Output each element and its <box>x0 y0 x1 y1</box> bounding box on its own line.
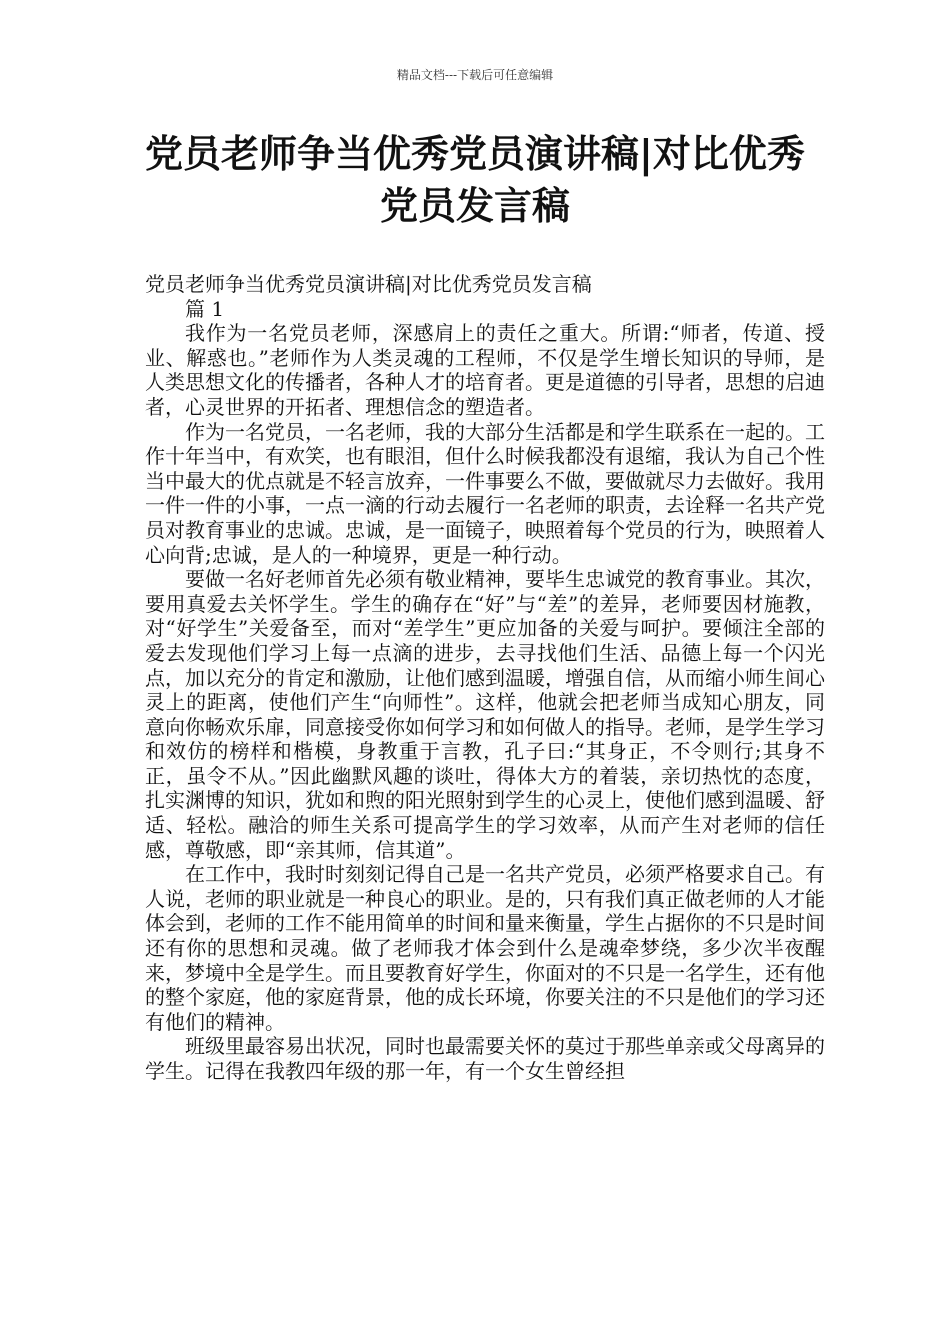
paragraph: 我作为一名党员老师，深感肩上的责任之重大。所谓:“师者，传道、授业、解惑也。”老师作为人类灵魂的工程师，不仅是学生增长知识的导师，是人类思想文化的传播者，各种人才的培育者。更是道德的引导者，思想的启迪者，心灵世界的开拓者、理想信念的塑造者。 <box>145 321 825 419</box>
paragraph: 在工作中，我时时刻刻记得自己是一名共产党员，必须严格要求自己。有人说，老师的职业就是一种良心的职业。是的，只有我们真正做老师的人才能体会到，老师的工作不能用简单的时间和量来衡量，学生占据你的不只是时间还有你的思想和灵魂。做了老师我才体会到什么是魂牵梦绕，多少次半夜醒来，梦境中全是学生。而且要教育好学生，你面对的不只是一名学生，还有他的整个家庭，他的家庭背景，他的成长环境，你要关注的不只是他们的学习还有他们的精神。 <box>145 862 825 1034</box>
paragraph: 班级里最容易出状况，同时也最需要关怀的莫过于那些单亲或父母离异的学生。记得在我教四年级的那一年，有一个女生曾经担 <box>145 1034 825 1083</box>
document-title: 党员老师争当优秀党员演讲稿|对比优秀党员发言稿 <box>145 132 805 228</box>
section-label: 篇 1 <box>185 296 225 321</box>
document-subtitle: 党员老师争当优秀党员演讲稿|对比优秀党员发言稿 <box>145 272 592 296</box>
header-note: 精品文档---下载后可任意编辑 <box>396 68 554 82</box>
document-body <box>145 272 825 1084</box>
paragraph: 作为一名党员，一名老师，我的大部分生活都是和学生联系在一起的。工作十年当中，有欢笑，也有眼泪，但什么时候我都没有退缩，我认为自己个性当中最大的优点就是不轻言放弃，一件事要么不做，要做就尽力去做好。我用一件一件的小事，一点一滴的行动去履行一名老师的职责，去诠释一名共产党员对教育事业的忠诚。忠诚，是一面镜子，映照着每个党员的行为，映照着人心向背;忠诚，是人的一种境界，更是一种行动。 <box>145 419 825 567</box>
paragraph: 要做一名好老师首先必须有敬业精神，要毕生忠诚党的教育事业。其次，要用真爱去关怀学生。学生的确存在“好”与“差”的差异，老师要因材施教，对“好学生”关爱备至，而对“差学生”更应加备的关爱与呵护。要倾注全部的爱去发现他们学习上每一点滴的进步，去寻找他们生活、品德上每一个闪光点，加以充分的肯定和激励，让他们感到温暖，增强自信，从而缩小师生间心灵上的距离，使他们产生“向师性”。这样，他就会把老师当成知心朋友，同意向你畅欢乐扉，同意接受你如何学习和如何做人的指导。老师，是学生学习和效仿的榜样和楷模，身教重于言教，孔子曰:“其身正，不令则行;其身不正，虽令不从。”因此幽默风趣的谈吐，得体大方的着装，亲切热忱的态度，扎实渊博的知识，犹如和煦的阳光照射到学生的心灵上，使他们感到温暖、舒适、轻松。融洽的师生关系可提高学生的学习效率，从而产生对老师的信任感，尊敬感，即“亲其师，信其道”。 <box>145 567 825 862</box>
